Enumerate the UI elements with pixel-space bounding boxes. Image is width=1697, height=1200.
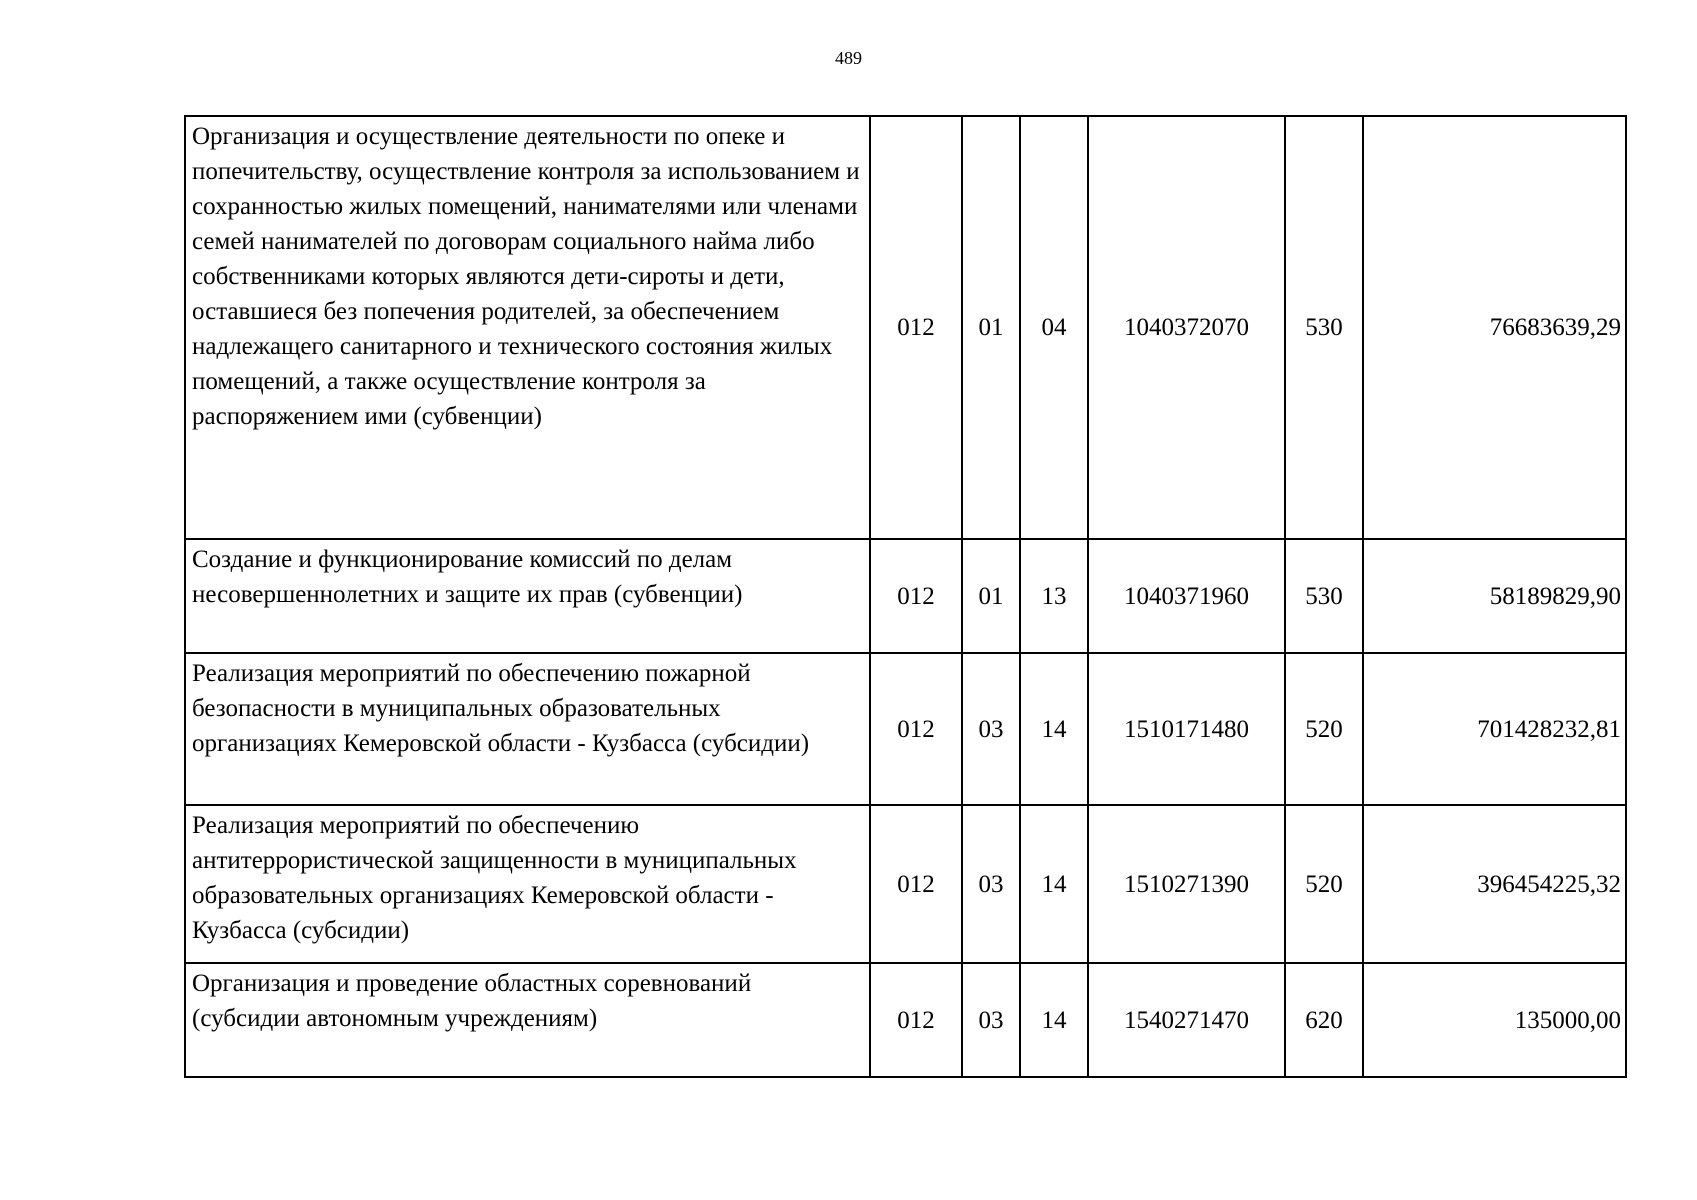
row-description: Реализация мероприятий по обеспечению антитеррористической защищенности в муниципальных образовательных организациях Кемеровской области - Кузбасса (субсидии) (185, 805, 870, 963)
ministry-code: 012 (870, 116, 962, 539)
expense-type-code: 520 (1285, 653, 1363, 805)
expense-type-code: 620 (1285, 963, 1363, 1077)
section-code: 03 (962, 805, 1020, 963)
amount: 76683639,29 (1363, 116, 1626, 539)
amount: 701428232,81 (1363, 653, 1626, 805)
subsection-code: 13 (1020, 539, 1088, 653)
budget-table (184, 115, 1627, 1078)
table-row (185, 653, 1626, 805)
target-article-code: 1040372070 (1088, 116, 1285, 539)
amount: 135000,00 (1363, 963, 1626, 1077)
table-row (185, 539, 1626, 653)
section-code: 03 (962, 653, 1020, 805)
ministry-code: 012 (870, 653, 962, 805)
amount: 58189829,90 (1363, 539, 1626, 653)
table-row (185, 805, 1626, 963)
section-code: 01 (962, 539, 1020, 653)
expense-type-code: 520 (1285, 805, 1363, 963)
table-row (185, 116, 1626, 539)
section-code: 01 (962, 116, 1020, 539)
subsection-code: 14 (1020, 805, 1088, 963)
row-description: Создание и функционирование комиссий по делам несовершеннолетних и защите их прав (субвенции) (185, 539, 870, 653)
page-number: 489 (835, 48, 862, 68)
target-article-code: 1540271470 (1088, 963, 1285, 1077)
expense-type-code: 530 (1285, 116, 1363, 539)
subsection-code: 14 (1020, 653, 1088, 805)
table-row (185, 963, 1626, 1077)
section-code: 03 (962, 963, 1020, 1077)
target-article-code: 1510171480 (1088, 653, 1285, 805)
row-description: Организация и проведение областных соревнований (субсидии автономным учреждениям) (185, 963, 870, 1077)
target-article-code: 1040371960 (1088, 539, 1285, 653)
expense-type-code: 530 (1285, 539, 1363, 653)
row-description: Реализация мероприятий по обеспечению пожарной безопасности в муниципальных образовательных организациях Кемеровской области - Кузбасса (субсидии) (185, 653, 870, 805)
subsection-code: 14 (1020, 963, 1088, 1077)
subsection-code: 04 (1020, 116, 1088, 539)
ministry-code: 012 (870, 963, 962, 1077)
ministry-code: 012 (870, 805, 962, 963)
row-description: Организация и осуществление деятельности по опеке и попечительству, осуществление контроля за использованием и сохранностью жилых помещений, нанимателями или членами семей нанимателей по договорам социального найма либо собственниками которых являются дети-сироты и дети, оставшиеся без попечения родителей, за обеспечением надлежащего санитарного и технического состояния жилых помещений, а также осуществление контроля за распоряжением ими (субвенции) (185, 116, 870, 539)
ministry-code: 012 (870, 539, 962, 653)
target-article-code: 1510271390 (1088, 805, 1285, 963)
amount: 396454225,32 (1363, 805, 1626, 963)
